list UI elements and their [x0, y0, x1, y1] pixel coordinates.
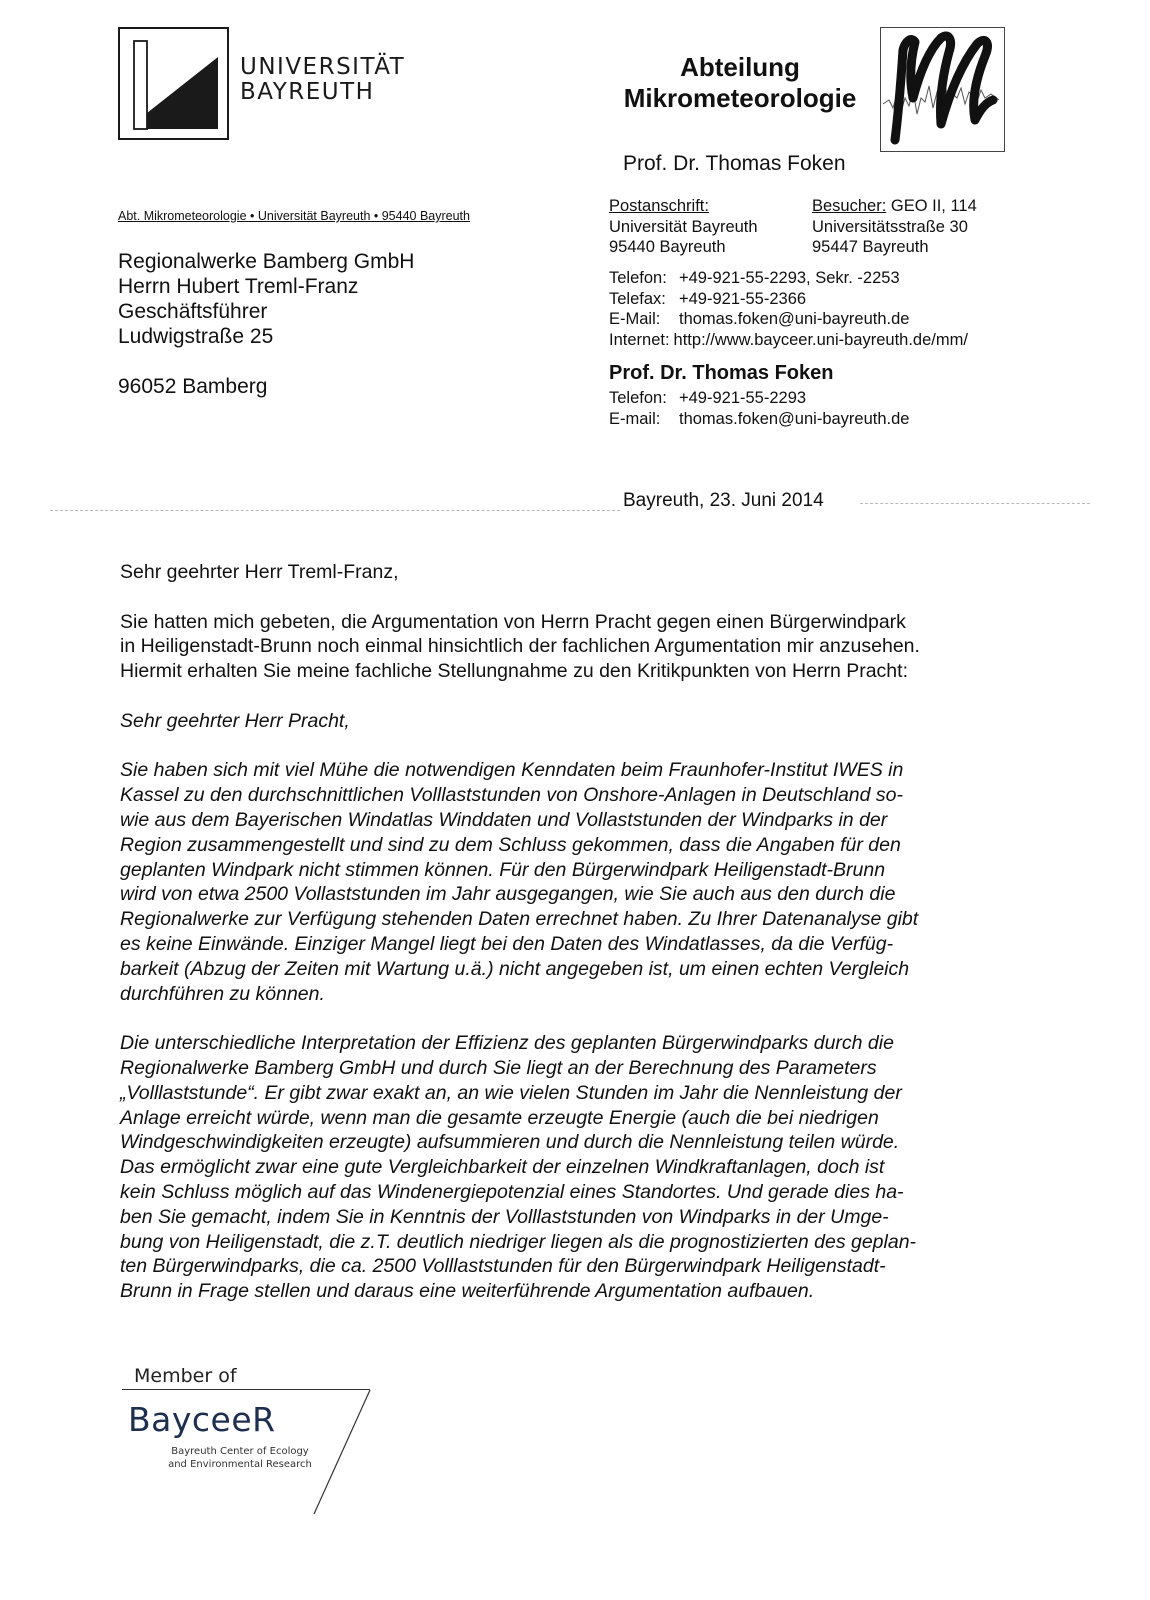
sender-address-line: Abt. Mikrometeorologie • Universität Bayreuth • 95440 Bayreuth	[118, 209, 470, 223]
internet-value: http://www.bayceer.uni-bayreuth.de/mm/	[673, 330, 968, 349]
fold-line-right	[860, 503, 1090, 504]
letter-date: Bayreuth, 23. Juni 2014	[623, 490, 824, 511]
department-contact	[609, 268, 968, 350]
paragraph-1	[120, 758, 1013, 1006]
university-logo	[118, 27, 229, 140]
professor-phone-label: Telefon:	[609, 389, 667, 407]
micrometeorology-logo	[880, 27, 1005, 152]
postal-line2: 95440 Bayreuth	[609, 238, 726, 256]
email-value: thomas.foken@uni-bayreuth.de	[679, 310, 910, 328]
professor-email-label: E-mail:	[609, 409, 661, 428]
fax-value: +49-921-55-2366	[679, 289, 807, 308]
recipient-city: 96052 Bamberg	[118, 375, 268, 398]
email-label: E-Mail:	[609, 310, 661, 328]
postal-label: Postanschrift:	[609, 197, 709, 215]
bayceer-subtitle-line2: and Environmental Research	[168, 1459, 312, 1470]
visitor-address	[812, 196, 977, 258]
paragraph-1-line: geplanten Windpark nicht stimmen können. Für den Bürgerwindpark Heiligenstadt-Brunn	[120, 858, 886, 881]
phone-value: +49-921-55-2293, Sekr. -2253	[679, 269, 900, 287]
paragraph-2-line: Das ermöglicht zwar eine gute Vergleichbarkeit der einzelnen Windkraftanlagen, doch ist	[120, 1156, 885, 1179]
intro-line: in Heiligenstadt-Brunn noch einmal hinsichtlich der fachlichen Argumentation mir anzusehen.	[120, 635, 920, 658]
paragraph-1-line: wird von etwa 2500 Vollaststunden im Jahr ausgegangen, wie Sie auch aus den durch die	[120, 883, 896, 906]
paragraph-2-line: Brunn in Frage stellen und daraus eine weiterführende Argumentation aufbauen.	[120, 1280, 815, 1303]
paragraph-1-line: barkeit (Abzug der Zeiten mit Wartung u.ä.) nicht angegeben ist, um einen echten Vergleich	[120, 957, 910, 980]
paragraph-1-line: Region zusammengestellt und sind zu dem Schluss gekommen, dass die Angaben für den	[120, 833, 901, 856]
professor-phone-value: +49-921-55-2293	[679, 389, 807, 407]
intro-line: Sie hatten mich gebeten, die Argumentation von Herrn Pracht gegen einen Bürgerwindpark	[120, 610, 906, 633]
university-name	[240, 55, 405, 105]
fold-line-left	[50, 510, 620, 511]
salutation: Sehr geehrter Herr Treml-Franz,	[120, 561, 399, 583]
bayceer-subtitle-line1: Bayreuth Center of Ecology	[171, 1446, 309, 1457]
university-name-line2: BAYREUTH	[240, 79, 375, 105]
paragraph-2-line: kein Schluss möglich auf das Windenergiepotenzial eines Standortes. Und gerade dies ha-	[120, 1180, 904, 1203]
department-title	[600, 52, 880, 114]
paragraph-1-line: durchführen zu können.	[120, 982, 325, 1005]
fax-label: Telefax:	[609, 289, 666, 308]
recipient-name: Herrn Hubert Treml-Franz	[118, 275, 359, 298]
internet-label: Internet:	[609, 330, 670, 349]
recipient-address	[118, 249, 414, 399]
department-title-line1: Abteilung	[680, 52, 800, 82]
member-of-label: Member of	[134, 1365, 237, 1387]
visitor-line2: 95447 Bayreuth	[812, 238, 929, 256]
department-head: Prof. Dr. Thomas Foken	[623, 152, 846, 175]
recipient-street: Ludwigstraße 25	[118, 325, 274, 348]
inner-salutation: Sehr geehrter Herr Pracht,	[120, 709, 350, 732]
paragraph-2-line: Regionalwerke Bamberg GmbH und durch Sie liegt an der Berechnung des Parameters	[120, 1056, 877, 1079]
paragraph-2-line: ten Bürgerwindparks, die ca. 2500 Volllaststunden für den Bürgerwindpark Heiligenstadt-	[120, 1255, 886, 1278]
paragraph-2-line: Anlage erreicht würde, wenn man die gesamte erzeugte Energie (auch die bei niedrigen	[120, 1106, 879, 1129]
university-name-line1: UNIVERSITÄT	[240, 54, 406, 80]
bayceer-subtitle	[150, 1445, 330, 1471]
intro-line: Hiermit erhalten Sie meine fachliche Stellungnahme zu den Kritikpunkten von Herrn Pracht:	[120, 660, 908, 683]
paragraph-2-line: Die unterschiedliche Interpretation der Effizienz des geplanten Bürgerwindparks durch die	[120, 1032, 894, 1055]
phone-label: Telefon:	[609, 269, 667, 287]
paragraph-1-line: Kassel zu den durchschnittlichen Volllaststunden von Onshore-Anlagen in Deutschland so-	[120, 784, 903, 807]
professor-contact	[609, 388, 909, 429]
paragraph-1-line: es keine Einwände. Einziger Mangel liegt bei den Daten des Windatlasses, da die Verfüg-	[120, 932, 894, 955]
paragraph-2-line: „Volllaststunde“. Er gibt zwar exakt an, an wie vielen Stunden im Jahr die Nennleistung der	[120, 1081, 902, 1104]
recipient-role: Geschäftsführer	[118, 300, 268, 323]
paragraph-2-line: Windgeschwindigkeiten erzeugte) aufsummieren und durch die Nennleistung teilen würde.	[120, 1131, 900, 1154]
bayceer-slash-mark	[310, 1388, 374, 1518]
visitor-line1: Universitätsstraße 30	[812, 217, 968, 236]
letter-body	[120, 560, 1013, 1304]
professor-name: Prof. Dr. Thomas Foken	[609, 362, 834, 384]
paragraph-1-line: Sie haben sich mit viel Mühe die notwendigen Kenndaten beim Fraunhofer-Institut IWES in	[120, 759, 904, 782]
university-logo-mark	[120, 29, 227, 138]
paragraph-1-line: wie aus dem Bayerischen Windatlas Winddaten und Vollaststunden der Windparks in der	[120, 808, 888, 831]
postal-address	[609, 196, 758, 258]
department-title-line2: Mikrometeorologie	[623, 83, 857, 113]
intro-paragraph	[120, 610, 1013, 684]
paragraph-2-line: ben Sie gemacht, indem Sie in Kenntnis der Volllaststunden von Windparks in der Umge-	[120, 1205, 889, 1228]
paragraph-1-line: Regionalwerke zur Verfügung stehenden Daten errechnet haben. Zu Ihrer Datenanalyse gibt	[120, 908, 919, 931]
paragraph-2	[120, 1031, 1013, 1304]
recipient-company: Regionalwerke Bamberg GmbH	[118, 250, 415, 273]
paragraph-2-line: bung von Heiligenstadt, die z.T. deutlich niedriger liegen als die prognostizierten des geplan-	[120, 1230, 917, 1253]
micrometeorology-logo-mark	[881, 28, 1003, 150]
professor-email-value: thomas.foken@uni-bayreuth.de	[679, 409, 910, 428]
visitor-label: Besucher:	[812, 197, 887, 215]
visitor-room: GEO II, 114	[886, 197, 977, 215]
bayceer-logo: BayceeR	[128, 1400, 276, 1439]
postal-line1: Universität Bayreuth	[609, 217, 758, 236]
